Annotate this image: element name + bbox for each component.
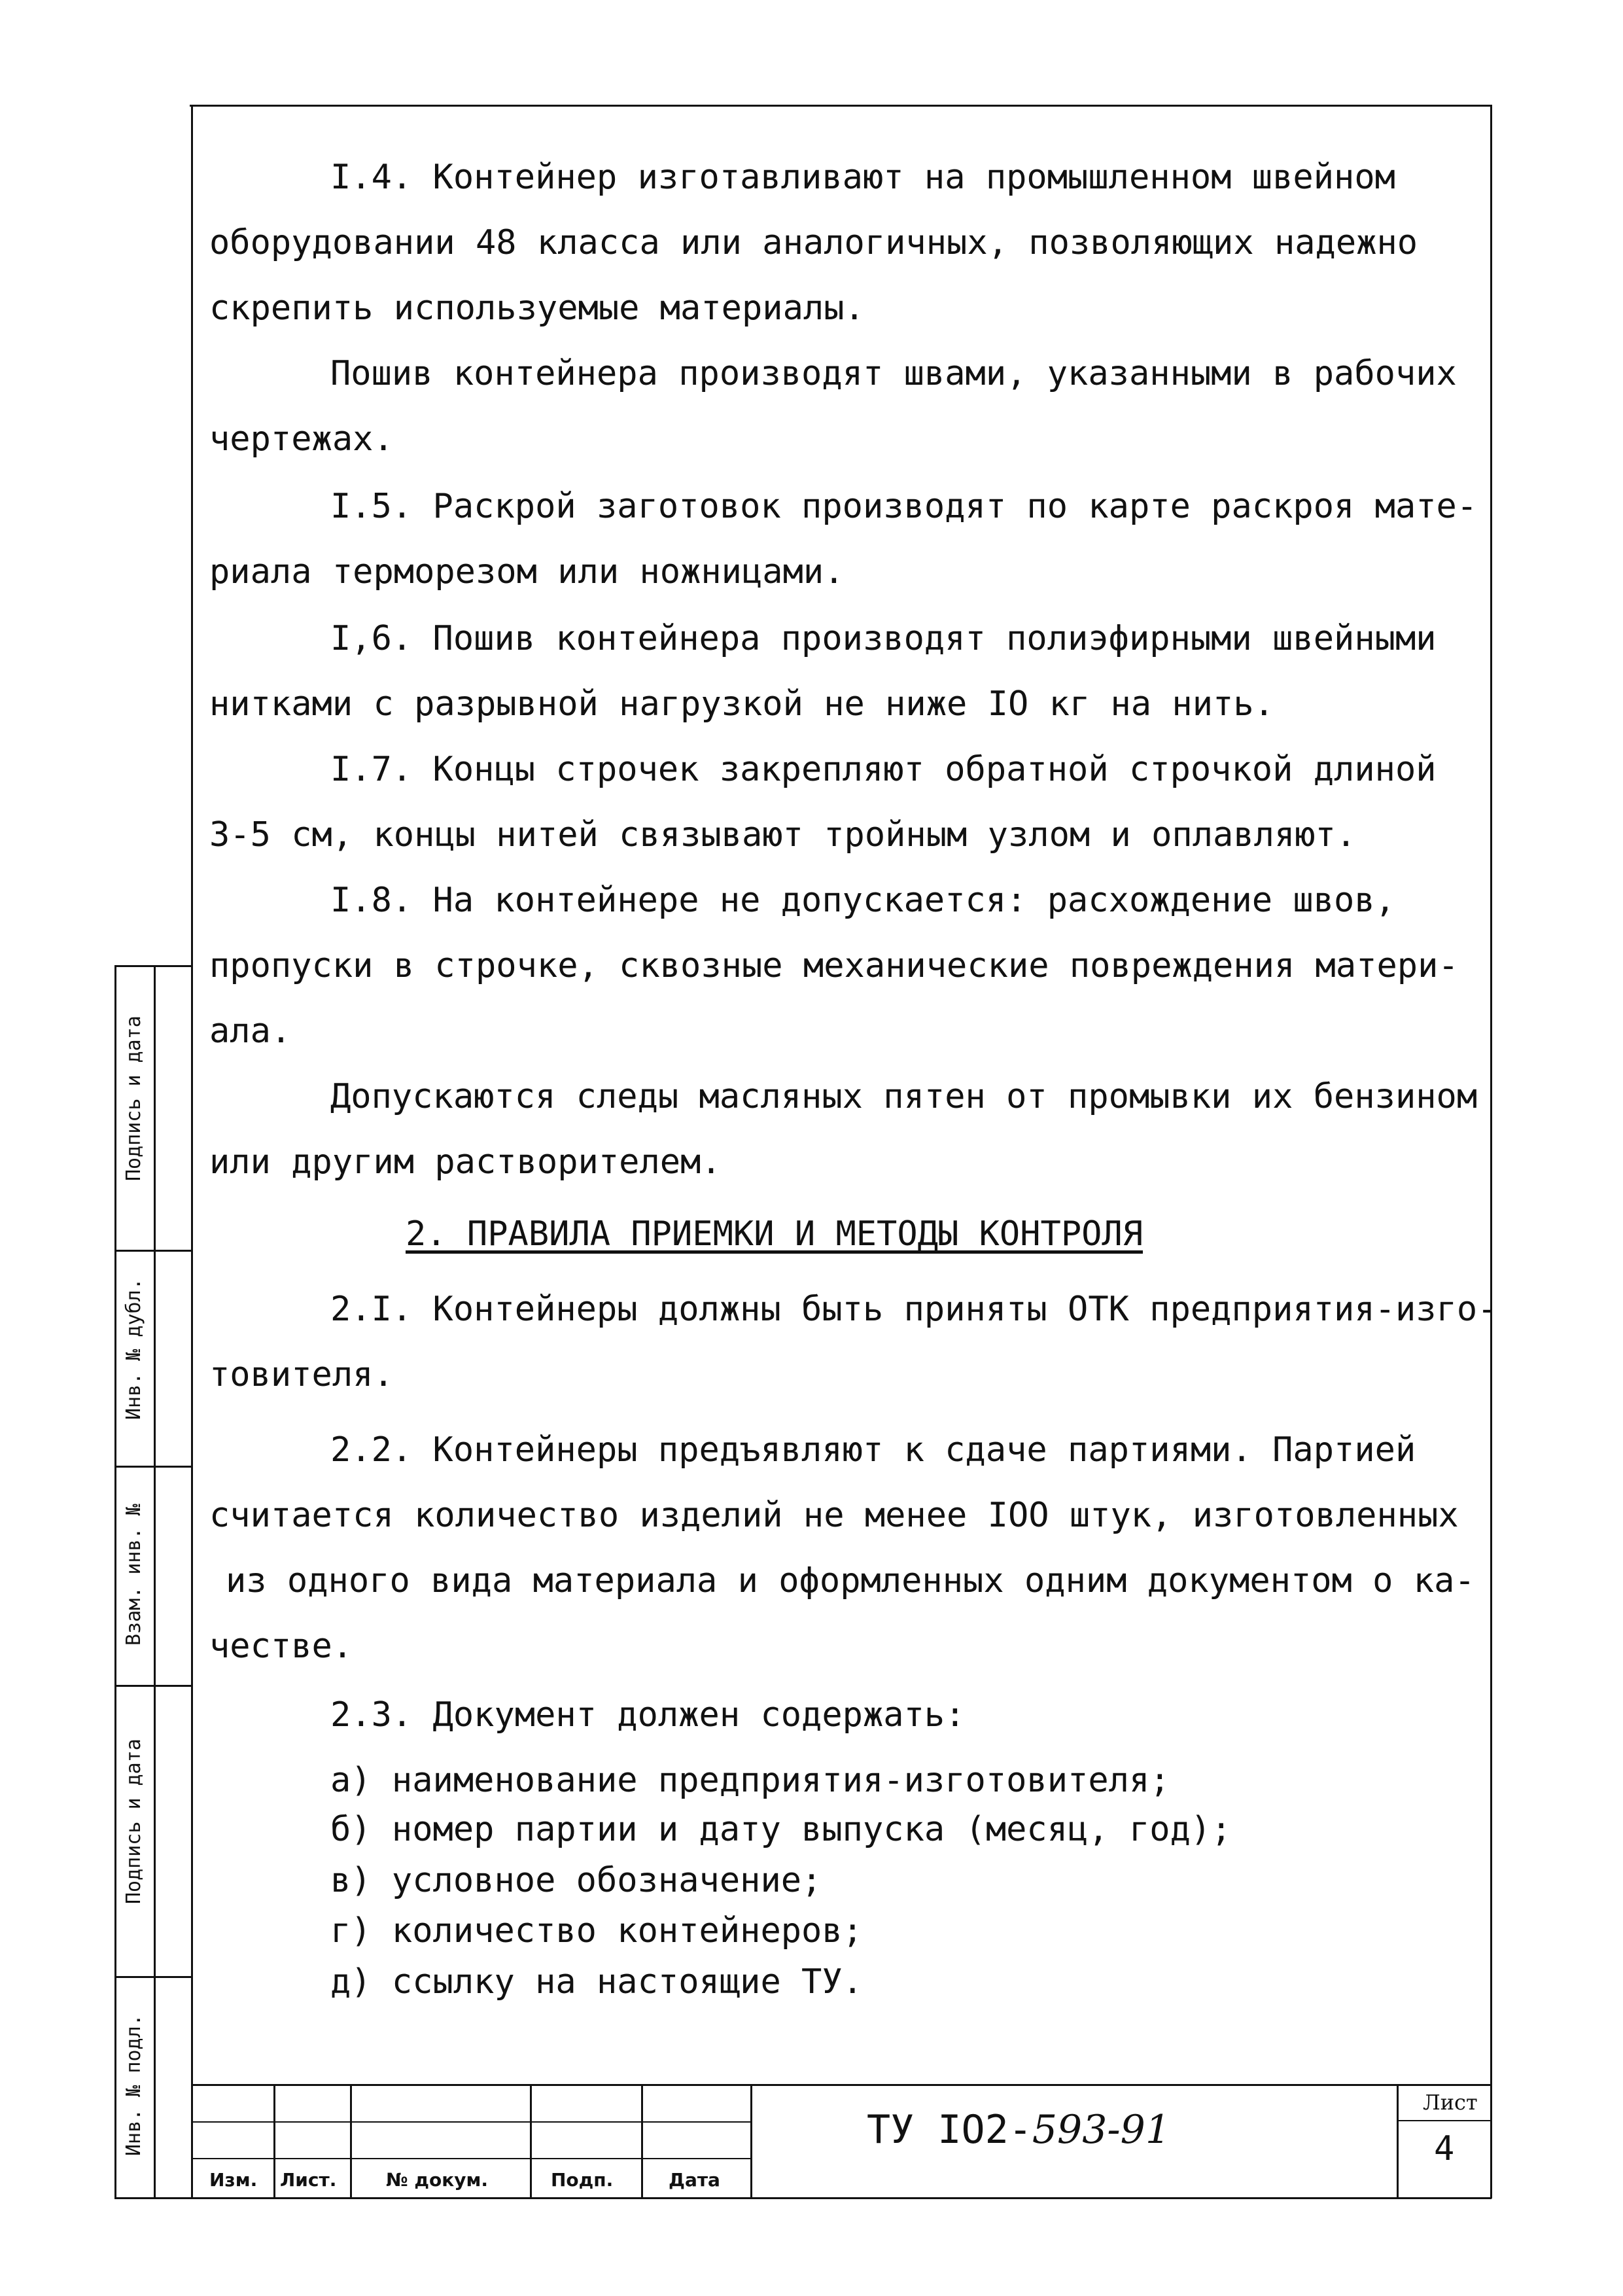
frame-left: [191, 105, 193, 2199]
para-1-7-line-2: 3-5 см, концы нитей связывают тройным узлом и оплавляют.: [209, 815, 1357, 855]
side-stamp-sep-5: [114, 1976, 193, 1978]
title-block-col-3: [530, 2084, 532, 2199]
side-stamp-sep-2: [114, 1250, 193, 1252]
frame-bottom: [114, 2197, 1492, 2199]
para-1-8-line-3: ала.: [209, 1012, 292, 1051]
side-label-original-inventory: Инв. № подл.: [122, 2014, 145, 2156]
sheet-label: Лист: [1423, 2090, 1478, 2115]
para-2-1-line-1: 2.I. Контейнеры должны быть приняты ОТК предприятия-изго-: [330, 1290, 1498, 1329]
title-block-sheet-col: [1397, 2084, 1399, 2199]
frame-top: [190, 105, 1492, 107]
col-label-signature: Подп.: [551, 2169, 614, 2191]
side-stamp-sep-1: [114, 965, 193, 967]
list-item-v: в) условное обозначение;: [330, 1861, 822, 1900]
col-label-sheet: Лист.: [280, 2169, 337, 2191]
para-1-8b-line-1: Допускаются следы масляных пятен от промывки их бензином: [330, 1077, 1478, 1116]
list-item-b: б) номер партии и дату выпуска (месяц, год);: [330, 1810, 1232, 1849]
col-label-document-number: № докум.: [386, 2169, 489, 2191]
document-designation: [867, 2107, 1171, 2153]
para-1-8-line-1: I.8. На контейнере не допускается: расхождение швов,: [330, 881, 1395, 920]
para-1-6-line-1: I,6. Пошив контейнера производят полиэфирными швейными: [330, 619, 1437, 658]
para-1-4b-line-2: чертежах.: [209, 419, 394, 459]
document-designation-prefix: ТУ IO2-: [867, 2107, 1032, 2153]
col-label-date: Дата: [669, 2169, 720, 2191]
para-1-7-line-1: I.7. Концы строчек закрепляют обратной строчкой длиной: [330, 750, 1437, 789]
side-stamp-left-edge: [114, 965, 116, 2199]
para-2-2-line-3: из одного вида материала и оформленных одним документом о ка-: [226, 1561, 1475, 1600]
side-label-signature-date-bottom: Подпись и дата: [122, 1739, 145, 1904]
para-1-4-line-1: I.4. Контейнер изготавливают на промышленном швейном: [330, 158, 1395, 197]
para-2-3: 2.3. Документ должен содержать:: [330, 1695, 966, 1735]
document-designation-number: 593-91: [1032, 2107, 1171, 2153]
title-block-top-line: [191, 2084, 1492, 2086]
list-item-a: а) наименование предприятия-изготовителя;: [330, 1761, 1170, 1800]
sheet-number: 4: [1434, 2129, 1455, 2168]
section-2-heading: 2. ПРАВИЛА ПРИЕМКИ И МЕТОДЫ КОНТРОЛЯ: [406, 1214, 1143, 1254]
side-label-replacement-inventory: Взам. инв. №: [122, 1504, 145, 1646]
para-1-6-line-2: нитками с разрывной нагрузкой не ниже IO кг на нить.: [209, 684, 1274, 724]
side-label-signature-date-top: Подпись и дата: [122, 1016, 145, 1181]
para-1-8b-line-2: или другим растворителем.: [209, 1142, 722, 1182]
list-item-d: д) ссылку на настоящие ТУ.: [330, 1962, 863, 2002]
side-stamp-sep-4: [114, 1685, 193, 1687]
title-block-col-4: [641, 2084, 643, 2199]
para-1-4-line-3: скрепить используемые материалы.: [209, 289, 865, 328]
para-1-8-line-2: пропуски в строчке, сквозные механические повреждения матери-: [209, 946, 1459, 985]
side-label-duplicate-inventory: Инв. № дубл.: [122, 1278, 145, 1420]
para-2-1-line-2: товителя.: [209, 1355, 394, 1394]
para-1-4b-line-1: Пошив контейнера производят швами, указанными в рабочих: [330, 354, 1457, 393]
col-label-change: Изм.: [209, 2169, 258, 2191]
title-block-col-1: [273, 2084, 275, 2199]
side-stamp-divider: [154, 965, 156, 2199]
title-block-col-5: [750, 2084, 752, 2199]
title-block-col-2: [350, 2084, 352, 2199]
list-item-g: г) количество контейнеров;: [330, 1911, 863, 1951]
para-1-4-line-2: оборудовании 48 класса или аналогичных, позволяющих надежно: [209, 223, 1418, 262]
para-2-2-line-4: честве.: [209, 1627, 353, 1666]
side-stamp-sep-3: [114, 1466, 193, 1468]
title-block-sheet-sep: [1397, 2120, 1492, 2121]
para-2-2-line-2: считается количество изделий не менее IOO штук, изготовленных: [209, 1496, 1459, 1535]
para-1-5-line-1: I.5. Раскрой заготовок производят по карте раскроя мате-: [330, 487, 1478, 526]
para-2-2-line-1: 2.2. Контейнеры предъявляют к сдаче партиями. Партией: [330, 1430, 1416, 1470]
para-1-5-line-2: риала терморезом или ножницами.: [209, 552, 845, 592]
frame-right: [1490, 105, 1492, 2199]
